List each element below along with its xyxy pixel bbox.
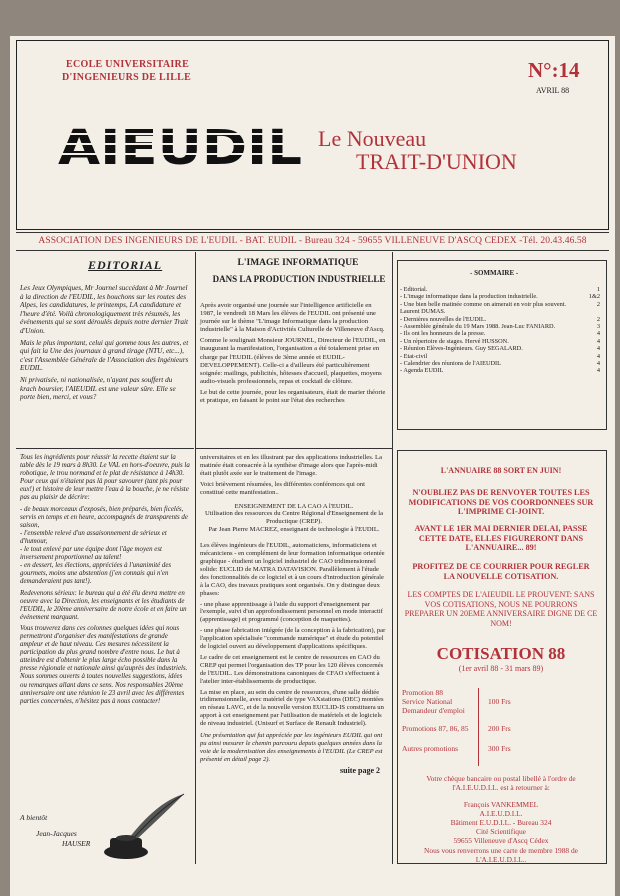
sommaire-item [400, 286, 600, 293]
sommaire-item-title: - Dernières nouvelles de l'EUDIL. [400, 315, 487, 323]
rule [196, 448, 392, 449]
sommaire-item-page: 4 [596, 345, 600, 353]
title-line2: TRAIT-D'UNION [356, 149, 517, 174]
sommaire-title: - SOMMAIRE - [470, 269, 519, 277]
issue-box [522, 58, 584, 94]
sommaire-item-page: 4 [596, 352, 600, 360]
table-row: Promotion 88 Service National Demandeur d'emploi 100 Frs [402, 688, 511, 715]
table-row: Promotions 87, 86, 85 200 Frs [402, 724, 511, 733]
sommaire-item-title: - Etat-civil [400, 352, 428, 360]
cotisation-title: COTISATION 88 [436, 644, 566, 663]
sommaire-item [400, 323, 600, 330]
editorial-text-top: Les Jeux Olympiques, Mr Journel succédant à Mr Journel à la direction de l'EUDIL, les bouchons sur les routes des Alpes, les candidatures, le printemps, LA candidature et l'heure d'été. Voilà chronologiquement très résumés, les événements qui se sont déroulés depuis notre dernier Trait d'Union. Mais le plus important, celui qui gomme tous les autres, et qui fait la Une des journaux à grand tirage (NTU, etc...), c'est l'Assemblée Générale de l'Association des Ingénieurs EUDIL. Ni privatisée, ni nationalisée, n'ayant pas souffert du krach boursier, l'AIEUDIL est une valeur sûre. Elle se porte bien, merci, et vous? [20, 284, 189, 402]
sommaire-item-title: - Assemblée générale du 19 Mars 1988. Jean-Luc FANIARD. [400, 323, 556, 331]
article-text-top: Après avoir organisé une journée sur l'intelligence artificielle en 1987, le vendredi 18 Mars les élèves de l'EUDIL ont présenté une journée sur le thème "L'image Informatique dans la production industrielle" à la Maison d'Activités Culturelle de Villeneuve d'Ascq. Comme le soulignait Monsieur JOURNEL, Directeur de l'EUDIL, en inaugurant la manifestation, l'organisation a été totalement prise en charge par l'EUDIL (élèves de 3ème année et EUDIL-DEVELOPPEMENT). Celle-ci a d'ailleurs été particulièrement soignée: mailings, publicités, hôtesses d'accueil, plaquettes, moyens audio-visuels professionnels, repas et cocktail de clôture. Le but de cette journée, pour les organisateurs, était de marier théorie et pratique, en faisant le point sur l'état des recherches [200, 302, 386, 405]
membership-note: Nous vous renverrons une carte de membre 1988 de L'A.I.E.U.D.I.L.. [424, 846, 578, 864]
rule [16, 232, 609, 233]
sommaire-item-title: - Ils ont les honneurs de la presse. [400, 330, 486, 338]
sommaire-list [400, 286, 600, 375]
article-subtitle: DANS LA PRODUCTION INDUSTRIELLE [212, 274, 386, 284]
article-text-bottom: universitaires et en les illustrant par des applications industrielles. La matinée était consacrée à la synthèse d'image alors que l'après-midi était plutôt axée sur le traitement de l'image. Voici brièvement résumées, les différentes conférences qui ont constitué cette manifestation.. ENSEIGNEMENT DE LA CAO A l'EUDIL. Utilisation des ressources du Centre Régional d'Enseignement de la Productique (CREP). Par Jean Pierre MACREZ, enseignant de technologie à l'EUDIL. Les élèves ingénieurs de l'EUDIL, automaticiens, informaticiens et mécaniciens - en complément de leur formation informatique orientée graphique - étudient un logiciel industriel de CAO tridimensionnel solide: EUCLID de MATRA DATAVISION. Parallèlement à l'étude des fonctionnalités de ce logiciel et à un cours d'introduction générale à la CAO, des travaux pratiques sont organisés. On y distingue deux phases: - une phase apprentissage à l'aide du support d'enseignement par l'exemple, suivi d'un approfondissement personnel en mode interactif (apprentissage) et programmé (conception de maquettes). - une phase fabrication intégrée (de la conception à la fabrication), par l'application spécialisée "commande numérique" et étude du potentiel de logiciel ouvert au développement d'applications spécifiques. Le cadre de cet enseignement est le centre de ressources en CAO du CREP qui permet l'organisation des TP pour les 120 élèves concernés de l'EUDIL. Les démonstrations canoniques de CFAO s'effectuent à l'atelier inter-établissements de productique. La mise en place, au sein du centre de ressources, d'une salle dédiée tridimensionnelle, avec matériel de type VAXstations (DEC) montées en réseau LAVC, et de la nouvelle version EUCLID-IS constituera un apport à cet enseignement par l'utilisation de matériels et de logiciels de niveau industriel. (Unisurf et Surface de Renault Industriel). Une présentation qui fut appréciée par les ingénieurs EUDIL qui ont pu ainsi mesurer le chemin parcouru depuis quelques années dans la voie de la modernisation des enseignements à l'EUDIL (Le CREP est présenté en détail page 2). suite page 2 [200, 454, 388, 778]
sommaire-item [400, 353, 600, 360]
closing: A bientôt [20, 813, 48, 822]
sommaire-item-title: - Calendrier des réunions de l'AIEUDIL [400, 360, 501, 368]
cotisation-dates: (1er avril 88 - 31 mars 89) [458, 664, 544, 673]
school-name: ECOLE UNIVERSITAIRE D'INGENIEURS DE LILLE [62, 59, 192, 83]
annuaire-headline: L'ANNUAIRE 88 SORT EN JUIN! [440, 466, 562, 475]
sommaire-item [400, 338, 600, 345]
sommaire-item-page: 3 [596, 323, 600, 331]
sommaire-item-page: 4 [596, 360, 600, 368]
sommaire-item-title: - Editorial. [400, 286, 428, 293]
sommaire-item-title: - Réunion Elèves-Ingénieurs. Guy SEGALARD. [400, 345, 523, 353]
cotisation-table [402, 688, 606, 762]
address-line: ASSOCIATION DES INGENIEURS DE L'EUDIL - BAT. EUDIL - Bureau 324 - 59655 VILLENEUVE D'ASCQ CEDEX -Tél. 20.43.46.58 [38, 236, 587, 246]
sommaire-item-page: 2 [596, 315, 600, 323]
column-divider [195, 252, 196, 864]
sommaire-item-title: - Agenda EUDIL [400, 367, 444, 375]
editorial-text-bottom: Tous les ingrédients pour réussir la recette étaient sur la table dès le 19 mars à 8h30. Le VAL en hors-d'oeuvre, puis la robotique, le trou normand et le plat de résistance à 14h30. Pour ceux qui n'étaient pas là pour savourer (tant pis pour eux!) et histoire de leur mettre l'eau à la bouche, je ne résiste pas au plaisir de décrire: - de beaux morceaux d'exposés, bien préparés, bien ficelés, servis en temps et en heure, accompagnés de transparents de saison, - l'ensemble relevé d'un assaisonnement de sérieux et d'humour, - le tout enlevé par une équipe dont l'âge moyen est inversement proportionnel au talent! - en dessert, les élections, appréciées à l'unanimité des gourmets, moins une abstention (j'en connais qui n'en demanderaient pas tant!). Redevenons sérieux: le bureau qui a été élu devra mettre en oeuvre avec la Direction, les enseignants et les étudiants de l'EUDIL, le 20ème anniversaire de notre école et en faire un événement marquant. Vous trouverez dans ces colonnes quelques idées qui nous permettront d'organiser des manifestations de grande ampleur et de haut niveau. Ces mesures nécessitent la participation du plus grand nombre d'entre nous. Le but à atteindre est d'obtenir le plus large écho possible dans la presse régionale et nationale ainsi qu'auprès des industriels. Nous sommes ouverts à toutes nouvelles suggestions, idées ou remarques allant dans ce sens. Nos responsables 20ème anniversaire ont une réunion le 23 avril avec les différentes parties concernées, n'hésitez pas à nous contacter! [20, 454, 190, 705]
rule [16, 448, 194, 449]
sommaire-item-title: - L'image informatique dans la production industrielle. [400, 293, 538, 301]
sommaire-item-title: - Une bien belle matinée comme on aimerait en voir plus souvent. Laurent DUMAS. [400, 300, 567, 316]
sommaire-item [400, 330, 600, 337]
sommaire-item [400, 301, 600, 316]
sommaire-item [400, 293, 600, 300]
title-line1: Le Nouveau [318, 126, 427, 151]
sommaire-item-page: 1 [596, 286, 600, 293]
article-title: L'IMAGE INFORMATIQUE [237, 258, 359, 268]
sommaire-item-title: - Un répertoire de stages. Hervé HUSSON. [400, 337, 509, 345]
signature-first: Jean-Jacques [36, 829, 77, 838]
rule [16, 250, 609, 251]
payment-instructions: Votre chèque bancaire ou postal libellé à l'ordre de l'A.I.E.U.D.I.L. est à retourner à: [426, 774, 576, 792]
issue-date: AVRIL 88 [536, 86, 570, 95]
table-row: Autres promotions 300 Frs [402, 744, 511, 753]
sommaire-item-page: 4 [596, 337, 600, 345]
sommaire-item-page: 2 [596, 300, 600, 308]
sommaire-item [400, 316, 600, 323]
sommaire-item [400, 367, 600, 374]
column-divider [392, 252, 393, 864]
section-title: ENSEIGNEMENT DE LA CAO A l'EUDIL. [234, 502, 354, 510]
sommaire-item-page: 4 [596, 367, 600, 375]
address-block: François VANKEMMEL A.I.E.U.D.I.L. Bâtiment E.U.D.I.L. - Bureau 324 Cité Scientifique 59655 Villeneuve d'Ascq Cédex [450, 800, 552, 845]
sommaire-item [400, 360, 600, 367]
signature-last: HAUSER [62, 839, 91, 848]
inkwell-quill-icon [96, 792, 188, 862]
issue-number: N°:14 [528, 58, 580, 82]
aieudil-logo [58, 120, 308, 172]
svg-text:AIEUDIL: AIEUDIL [58, 120, 302, 172]
sommaire-item-page: 1&2 [588, 293, 600, 301]
sommaire-item [400, 345, 600, 352]
sommaire-item-page: 4 [596, 330, 600, 338]
continued-link: suite page 2 [340, 765, 380, 775]
editorial-title: EDITORIAL [88, 258, 163, 272]
